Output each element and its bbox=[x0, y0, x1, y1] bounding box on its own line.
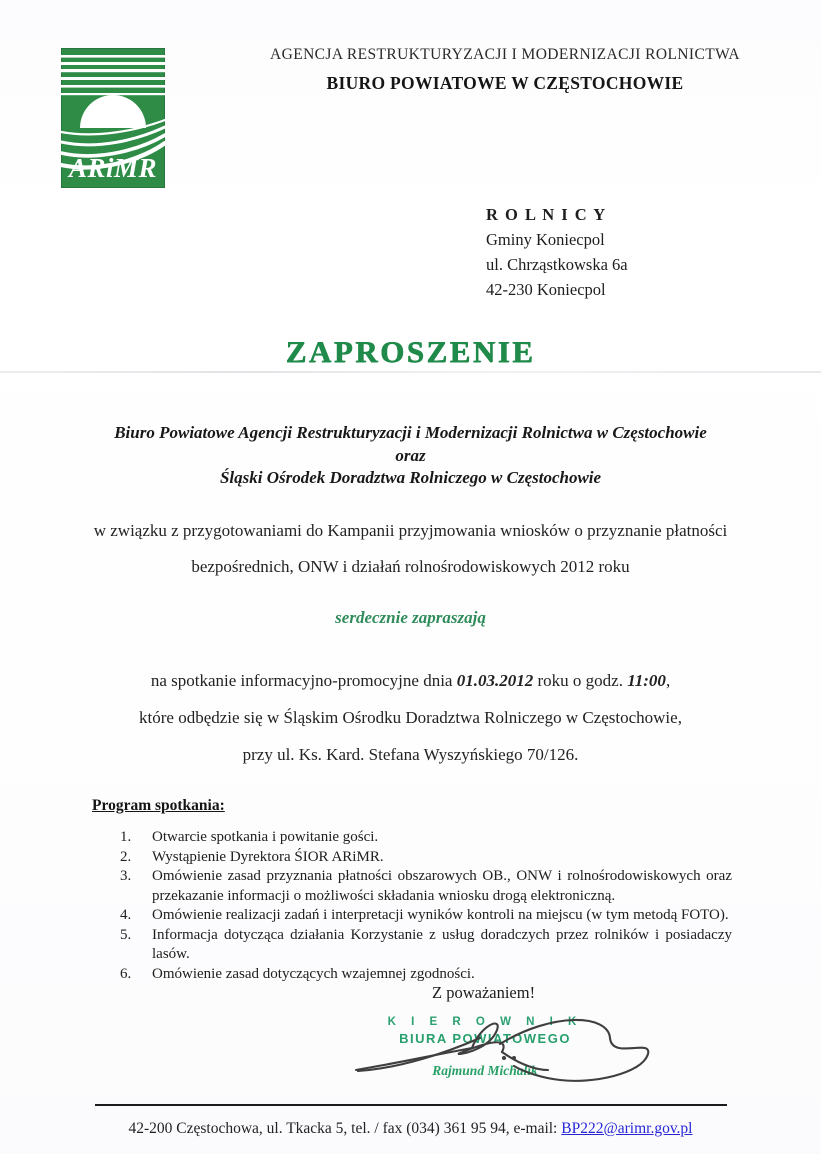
program-item-number: 6. bbox=[120, 965, 132, 982]
program-section bbox=[92, 797, 732, 984]
organizer-2: Śląski Ośrodek Doradztwa Rolniczego w Częstochowie bbox=[219, 468, 602, 487]
organizers-block bbox=[0, 422, 821, 490]
meeting-line-2: które odbędzie się w Śląskim Ośrodku Doradztwa Rolniczego w Częstochowie, bbox=[139, 708, 682, 727]
recipient-street: ul. Chrząstkowska 6a bbox=[486, 255, 628, 274]
organizers-conjunction: oraz bbox=[395, 445, 426, 465]
footer-email-link[interactable]: BP222@arimr.gov.pl bbox=[561, 1120, 693, 1137]
program-item-text: Informacja dotycząca działania Korzystanie z usług doradczych przez rolników i posiadaczy lasów. bbox=[152, 926, 732, 962]
program-item-text: Otwarcie spotkania i powitanie gości. bbox=[152, 829, 379, 845]
meeting-date: 01.03.2012 bbox=[456, 671, 534, 690]
signature-icon bbox=[352, 1008, 664, 1092]
recipient-city: 42-230 Koniecpol bbox=[486, 280, 606, 299]
program-item-text: Wystąpienie Dyrektora ŚIOR ARiMR. bbox=[152, 848, 384, 865]
svg-text:ARiMR: ARiMR bbox=[68, 153, 158, 183]
stamp-office: BIURA POWIATOWEGO bbox=[399, 1031, 571, 1046]
program-item bbox=[92, 906, 732, 926]
meeting-line-1 bbox=[0, 662, 821, 699]
intro-paragraph bbox=[0, 513, 821, 585]
program-item-number: 4. bbox=[120, 907, 132, 923]
program-item bbox=[92, 867, 732, 906]
program-item-number: 3. bbox=[120, 868, 132, 884]
recipient-block bbox=[486, 202, 766, 302]
program-item-number: 1. bbox=[120, 829, 132, 845]
agency-name: AGENCJA RESTRUKTURYZACJI I MODERNIZACJI ROLNICTWA bbox=[270, 46, 740, 63]
program-item-text: Omówienie zasad dotyczących wzajemnej zgodności. bbox=[152, 965, 475, 982]
program-item bbox=[92, 965, 732, 985]
footer-address: 42-200 Częstochowa, ul. Tkacka 5, tel. / fax (034) 361 95 94, e-mail: bbox=[128, 1120, 562, 1137]
scan-artifact-line bbox=[0, 371, 821, 373]
intro-line-2: bezpośrednich, ONW i działań rolnośrodowiskowych 2012 roku bbox=[191, 557, 630, 576]
stamp-signer-name: Rajmund Michalik bbox=[432, 1063, 538, 1078]
footer-contact bbox=[0, 1120, 821, 1138]
program-item-text: Omówienie zasad przyznania płatności obszarowych OB., ONW i rolnośrodowiskowych oraz przekazanie informacji o możliwości składania wniosku drogą elektroniczną. bbox=[152, 868, 732, 904]
program-heading: Program spotkania: bbox=[92, 797, 225, 814]
recipient-title: R O L N I C Y bbox=[486, 205, 607, 224]
invite-phrase: serdecznie zapraszają bbox=[335, 608, 486, 627]
handwritten-signature bbox=[352, 1008, 664, 1092]
footer-divider bbox=[95, 1104, 727, 1106]
meeting-paragraph bbox=[0, 662, 821, 773]
program-item-number: 5. bbox=[120, 926, 132, 943]
meeting-after-time: , bbox=[665, 671, 671, 690]
intro-line-1: w związku z przygotowaniami do Kampanii przyjmowania wniosków o przyznanie płatności bbox=[93, 521, 728, 540]
arimr-logo-icon bbox=[61, 48, 165, 188]
meeting-line-3: przy ul. Ks. Kard. Stefana Wyszyńskiego 70/126. bbox=[242, 745, 579, 764]
program-item bbox=[92, 848, 732, 868]
program-item bbox=[92, 828, 732, 848]
program-item bbox=[92, 926, 732, 965]
program-item-text: Omówienie realizacji zadań i interpretacji wyników kontroli na miejscu (w tym metodą FOTO). bbox=[152, 907, 729, 923]
recipient-commune: Gminy Koniecpol bbox=[486, 230, 605, 249]
program-list bbox=[92, 828, 732, 984]
stamp-role: K I E R O W N I K bbox=[387, 1016, 583, 1028]
office-name: BIURO POWIATOWE W CZĘSTOCHOWIE bbox=[326, 73, 684, 93]
closing-salutation: Z poważaniem! bbox=[432, 983, 536, 1002]
program-item-number: 2. bbox=[120, 848, 132, 865]
organizer-1: Biuro Powiatowe Agencji Restrukturyzacji i Modernizacji Rolnictwa w Częstochowie bbox=[114, 423, 707, 442]
arimr-logo bbox=[61, 48, 165, 188]
meeting-time: 11:00 bbox=[627, 671, 666, 690]
letterhead bbox=[205, 46, 805, 94]
document-title: ZAPROSZENIE bbox=[285, 334, 536, 369]
meeting-mid: roku o godz. bbox=[533, 671, 628, 690]
meeting-pre-date: na spotkanie informacyjno-promocyjne dnia bbox=[150, 671, 457, 690]
